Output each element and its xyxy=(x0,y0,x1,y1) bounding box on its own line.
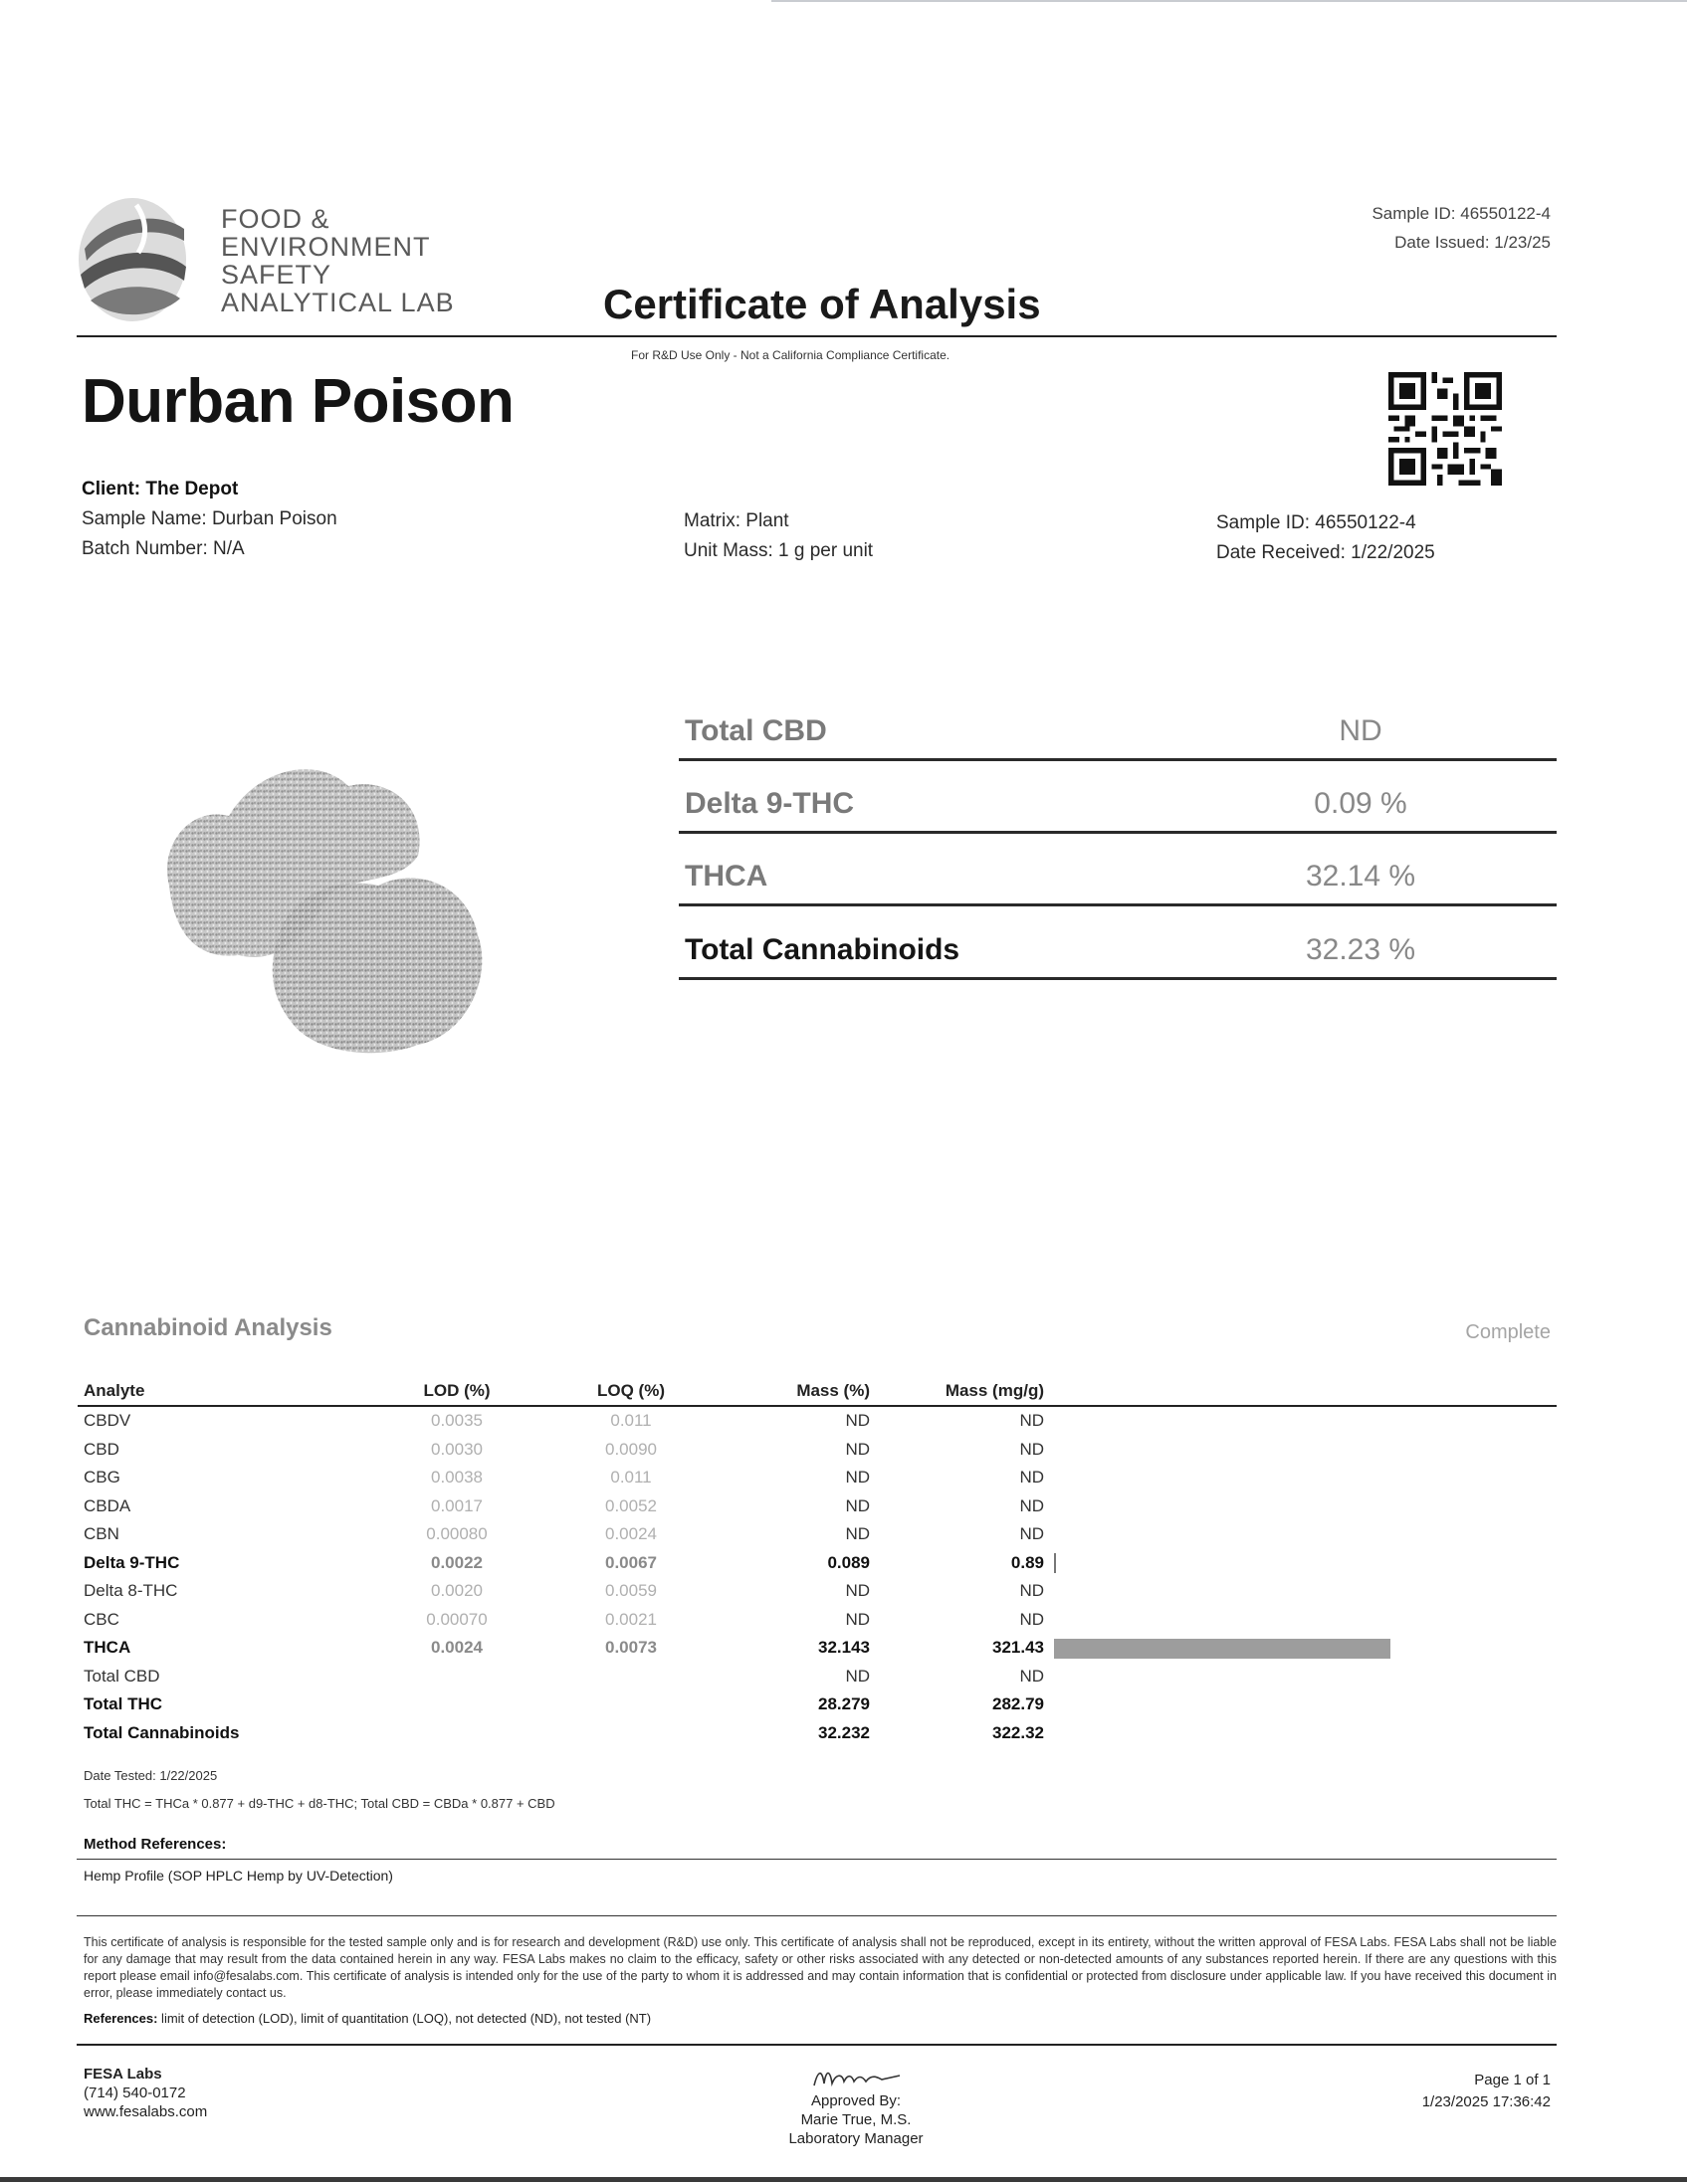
company-name: FESA Labs xyxy=(84,2066,162,2083)
analyte-name: THCA xyxy=(84,1638,131,1658)
col-lod: LOD (%) xyxy=(362,1377,551,1406)
footer-company xyxy=(84,2065,207,2121)
lab-name-line: FOOD & xyxy=(221,204,330,234)
loq-value: 0.011 xyxy=(610,1468,652,1488)
unit-mass: Unit Mass: 1 g per unit xyxy=(684,540,874,561)
analyte-name: CBDV xyxy=(84,1411,131,1431)
document-title: Certificate of Analysis xyxy=(603,281,1041,327)
lod-value: 0.00070 xyxy=(426,1609,488,1629)
mass-mg-value: ND xyxy=(1019,1439,1044,1459)
lod-value: 0.0024 xyxy=(431,1638,483,1658)
mass-mg-value: ND xyxy=(1019,1495,1044,1515)
legal-disclaimer: This certificate of analysis is responsible for the tested sample only and is for research and development (R&D) use only. This certificate of analysis shall not be reproduced, except in its entirety, without the written approval of FESA Labs. FESA Labs shall not be liable for any damage that may result from the data contained herein in any way. FESA Labs makes no claim to the efficacy, safety or other risks associated with any detected or non-detected amounts of any substances reported herein. If there are any questions with this report please email info@fesalabs.com. This certificate of analysis is intended only for the use of the party to whom it is addressed and may contain information that is confidential or protected from disclosure under applicable law. If you have received this document in error, please immediately contact us. xyxy=(84,1935,1557,2000)
formula-note: Total THC = THCa * 0.877 + d9-THC + d8-THC; Total CBD = CBDa * 0.877 + CBD xyxy=(84,1796,555,1811)
table-row xyxy=(78,1606,1557,1635)
mass-pct-value: ND xyxy=(845,1581,870,1601)
date-tested: Date Tested: 1/22/2025 xyxy=(84,1768,218,1783)
table-row xyxy=(78,1492,1557,1521)
lod-value: 0.0035 xyxy=(431,1411,483,1431)
loq-value: 0.0052 xyxy=(605,1495,657,1515)
client-info xyxy=(82,475,337,564)
method-references-title: Method References: xyxy=(84,1836,227,1853)
table-header-row xyxy=(78,1377,1557,1406)
table-row xyxy=(78,1577,1557,1606)
summary-value: 0.09 % xyxy=(1314,787,1407,820)
client-name: Client: The Depot xyxy=(82,479,239,499)
mass-pct-value: 0.089 xyxy=(827,1552,870,1572)
mass-mg-value: 0.89 xyxy=(1010,1552,1044,1572)
summary-label: Delta 9-THC xyxy=(685,787,855,820)
lod-value xyxy=(362,1690,551,1719)
bar-cell xyxy=(1044,1406,1557,1436)
mass-pct-value: 28.279 xyxy=(818,1694,870,1714)
lab-name xyxy=(221,205,455,316)
lod-value xyxy=(362,1719,551,1748)
col-mass-mg: Mass (mg/g) xyxy=(870,1377,1044,1406)
bar-cell xyxy=(1044,1663,1557,1691)
summary-label: Total CBD xyxy=(685,714,827,747)
lod-value: 0.0030 xyxy=(431,1439,483,1459)
mass-pct-value: ND xyxy=(845,1411,870,1431)
table-row xyxy=(78,1464,1557,1492)
col-bar xyxy=(1044,1377,1557,1406)
table-row xyxy=(78,1634,1557,1663)
summary-row xyxy=(679,832,1557,906)
sample-name: Sample Name: Durban Poison xyxy=(82,508,337,529)
receipt-info xyxy=(1216,508,1435,568)
mass-bar xyxy=(1054,1553,1056,1573)
lod-value: 0.0022 xyxy=(431,1552,483,1572)
approver-name: Marie True, M.S. xyxy=(800,2111,912,2128)
company-website: www.fesalabs.com xyxy=(84,2103,208,2120)
bar-cell xyxy=(1044,1577,1557,1606)
references-label: References: xyxy=(84,2011,158,2026)
table-row xyxy=(78,1436,1557,1465)
mass-pct-value: ND xyxy=(845,1495,870,1515)
col-loq: LOQ (%) xyxy=(551,1377,711,1406)
date-received: Date Received: 1/22/2025 xyxy=(1216,542,1435,563)
bar-cell xyxy=(1044,1690,1557,1719)
mass-mg-value: 322.32 xyxy=(992,1722,1044,1742)
mass-mg-value: ND xyxy=(1019,1524,1044,1544)
references xyxy=(84,2011,651,2026)
sample-photo xyxy=(149,736,527,1075)
mass-mg-value: ND xyxy=(1019,1411,1044,1431)
lod-value: 0.0038 xyxy=(431,1468,483,1488)
bottom-edge-line xyxy=(0,2177,1687,2182)
bar-cell xyxy=(1044,1436,1557,1465)
analyte-name: CBN xyxy=(84,1524,119,1544)
mass-pct-value: 32.143 xyxy=(818,1638,870,1658)
loq-value xyxy=(551,1663,711,1691)
sample-id: Sample ID: 46550122-4 xyxy=(1216,512,1416,533)
mass-mg-value: ND xyxy=(1019,1609,1044,1629)
loq-value: 0.011 xyxy=(610,1411,652,1431)
footer-page-info xyxy=(1422,2070,1551,2113)
loq-value: 0.0024 xyxy=(605,1524,657,1544)
table-row xyxy=(78,1549,1557,1578)
analyte-name: Delta 8-THC xyxy=(84,1581,178,1601)
header-rule xyxy=(77,335,1557,337)
lod-value: 0.00080 xyxy=(426,1524,488,1544)
mass-mg-value: ND xyxy=(1019,1666,1044,1686)
loq-value: 0.0021 xyxy=(605,1609,657,1629)
loq-value xyxy=(551,1690,711,1719)
analyte-name: Total CBD xyxy=(84,1666,160,1686)
analysis-status: Complete xyxy=(1465,1321,1551,1343)
print-timestamp: 1/23/2025 17:36:42 xyxy=(1421,2093,1551,2110)
loq-value: 0.0090 xyxy=(605,1439,657,1459)
summary-value: 32.14 % xyxy=(1305,860,1416,893)
loq-value: 0.0067 xyxy=(605,1552,657,1572)
qr-code-icon xyxy=(1388,372,1502,486)
header-meta xyxy=(1371,199,1551,257)
signature-icon xyxy=(727,2062,985,2091)
mass-mg-value: 321.43 xyxy=(992,1638,1044,1658)
company-phone: (714) 540-0172 xyxy=(84,2085,186,2101)
footer-rule xyxy=(77,2044,1557,2046)
lab-name-line: ENVIRONMENT xyxy=(221,232,431,262)
references-text: limit of detection (LOD), limit of quantitation (LOQ), not detected (ND), not tested (NT) xyxy=(157,2011,652,2026)
method-rule xyxy=(77,1859,1557,1860)
analyte-name: Delta 9-THC xyxy=(84,1552,180,1572)
bar-cell xyxy=(1044,1492,1557,1521)
cannabinoid-table xyxy=(78,1377,1557,1747)
bar-cell xyxy=(1044,1464,1557,1492)
method-item: Hemp Profile (SOP HPLC Hemp by UV-Detection) xyxy=(84,1868,393,1884)
bar-cell xyxy=(1044,1634,1557,1663)
table-row xyxy=(78,1719,1557,1748)
analyte-name: CBDA xyxy=(84,1495,131,1515)
lab-name-line: SAFETY xyxy=(221,260,332,290)
potency-summary xyxy=(679,687,1557,975)
mass-mg-value: ND xyxy=(1019,1581,1044,1601)
mass-mg-value: ND xyxy=(1019,1468,1044,1488)
analyte-name: CBD xyxy=(84,1439,119,1459)
lod-value: 0.0017 xyxy=(431,1495,483,1515)
lab-name-line: ANALYTICAL LAB xyxy=(221,288,455,317)
mass-pct-value: ND xyxy=(845,1609,870,1629)
lod-value: 0.0020 xyxy=(431,1581,483,1601)
mass-pct-value: ND xyxy=(845,1439,870,1459)
summary-label: THCA xyxy=(685,860,768,893)
mass-bar xyxy=(1054,1639,1390,1659)
sample-title: Durban Poison xyxy=(82,367,515,436)
header-date-issued: Date Issued: 1/23/25 xyxy=(1394,233,1551,252)
table-row xyxy=(78,1520,1557,1549)
loq-value: 0.0059 xyxy=(605,1581,657,1601)
header-sample-id: Sample ID: 46550122-4 xyxy=(1371,204,1551,223)
mass-pct-value: ND xyxy=(845,1666,870,1686)
loq-value xyxy=(551,1719,711,1748)
top-edge-line xyxy=(771,0,1687,2)
bar-cell xyxy=(1044,1520,1557,1549)
mass-pct-value: 32.232 xyxy=(818,1722,870,1742)
approver-title: Laboratory Manager xyxy=(788,2130,924,2147)
approved-by-label: Approved By: xyxy=(810,2092,902,2109)
lab-logo-icon xyxy=(77,189,188,330)
table-row xyxy=(78,1406,1557,1436)
analyte-name: Total Cannabinoids xyxy=(84,1722,240,1742)
table-row xyxy=(78,1663,1557,1691)
page-number: Page 1 of 1 xyxy=(1474,2072,1551,2088)
lod-value xyxy=(362,1663,551,1691)
analyte-name: CBC xyxy=(84,1609,119,1629)
analyte-name: Total THC xyxy=(84,1694,163,1714)
matrix: Matrix: Plant xyxy=(684,510,789,531)
mass-mg-value: 282.79 xyxy=(992,1694,1044,1714)
summary-label: Total Cannabinoids xyxy=(685,933,960,966)
rd-disclaimer: For R&D Use Only - Not a California Compliance Certificate. xyxy=(631,348,950,362)
mass-pct-value: ND xyxy=(845,1524,870,1544)
loq-value: 0.0073 xyxy=(605,1638,657,1658)
bar-cell xyxy=(1044,1606,1557,1635)
col-mass-pct: Mass (%) xyxy=(711,1377,870,1406)
analyte-name: CBG xyxy=(84,1468,120,1488)
analysis-title: Cannabinoid Analysis xyxy=(84,1314,332,1341)
summary-value: ND xyxy=(1339,714,1382,747)
legal-rule xyxy=(77,1915,1557,1916)
summary-row xyxy=(679,905,1557,980)
summary-row xyxy=(679,759,1557,834)
bar-cell xyxy=(1044,1719,1557,1748)
footer-approval xyxy=(727,2062,985,2148)
mass-pct-value: ND xyxy=(845,1468,870,1488)
bar-cell xyxy=(1044,1549,1557,1578)
summary-value: 32.23 % xyxy=(1305,933,1416,966)
table-row xyxy=(78,1690,1557,1719)
summary-row xyxy=(679,687,1557,761)
batch-number: Batch Number: N/A xyxy=(82,538,245,559)
matrix-info xyxy=(684,506,873,566)
col-analyte: Analyte xyxy=(78,1377,362,1406)
